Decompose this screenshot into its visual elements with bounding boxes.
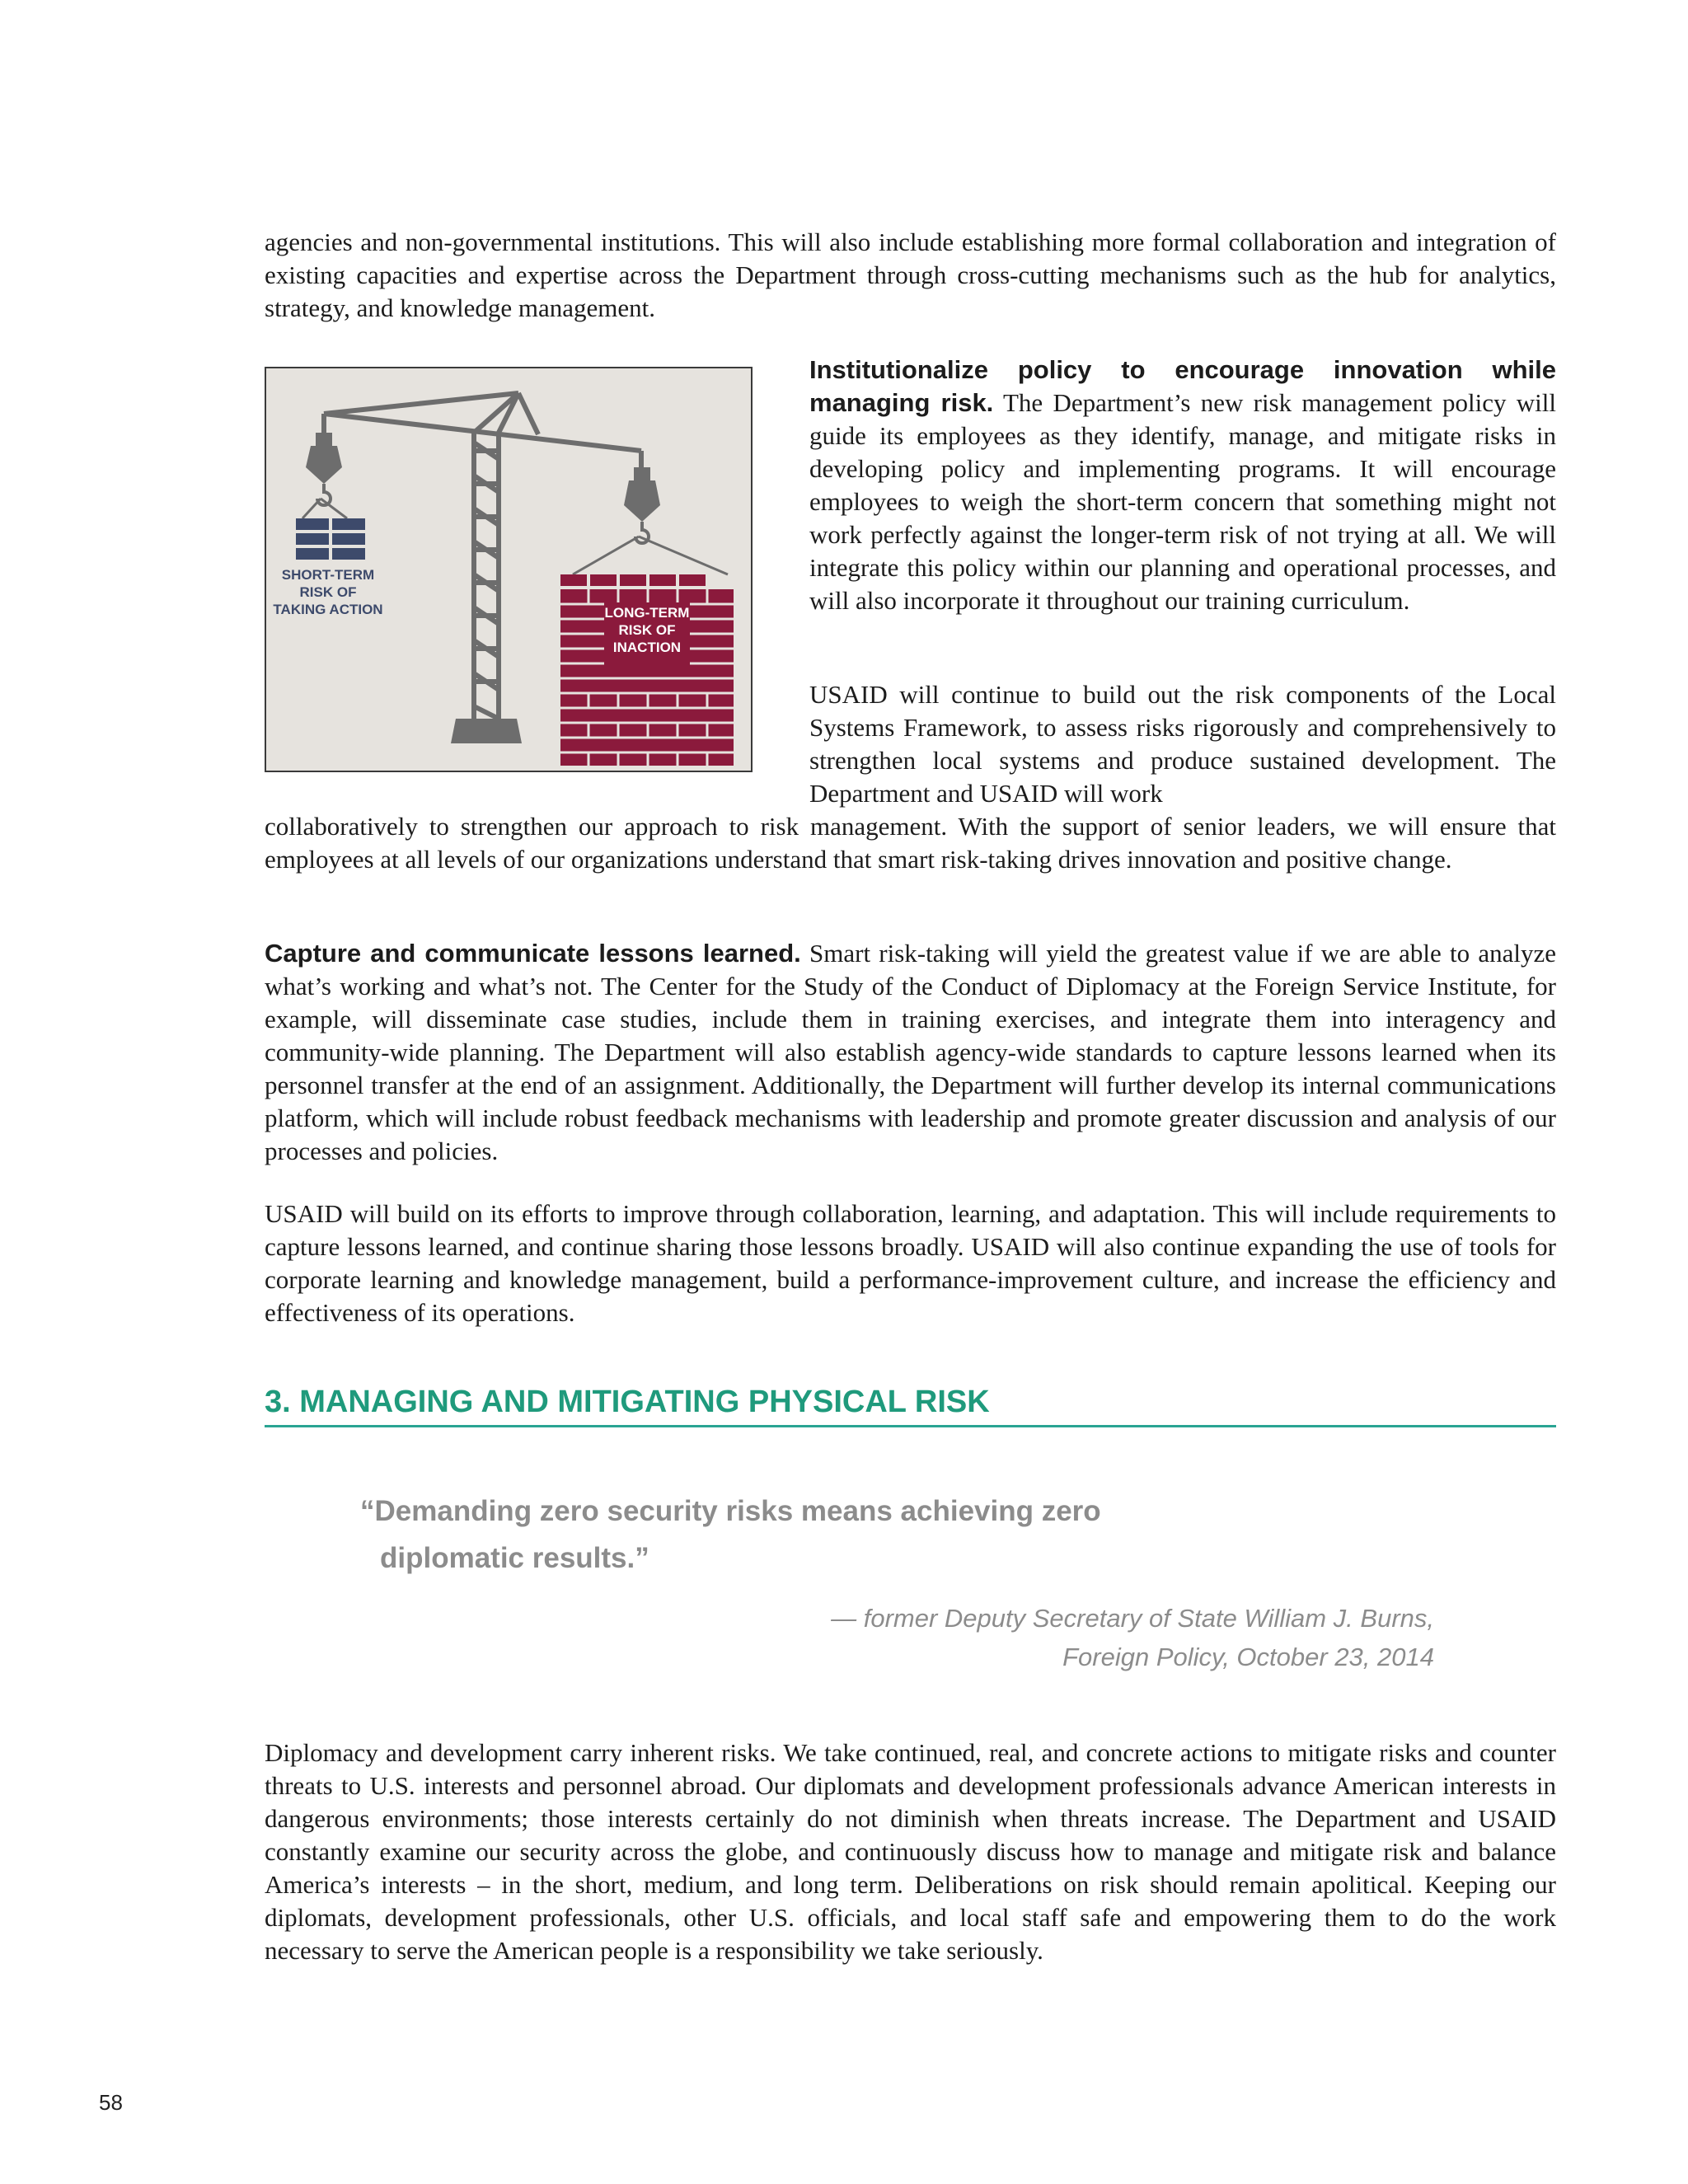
pull-quote: [360, 1488, 1267, 1582]
label-left-line-2: RISK OF: [299, 584, 357, 600]
crane-base: [451, 719, 522, 743]
label-left-line-1: SHORT-TERM: [281, 567, 375, 583]
attribution-line-1: — former Deputy Secretary of State William J. Burns,: [831, 1604, 1434, 1633]
quote-line-1: “Demanding zero security risks means achieving zero: [360, 1495, 1101, 1527]
capture-lead: Capture and communicate lessons learned.: [265, 939, 801, 968]
long-term-risk-label: [603, 604, 692, 656]
quote-line-2: diplomatic results.”: [380, 1542, 649, 1574]
right-hook-icon: [573, 467, 728, 574]
diplomacy-paragraph: Diplomacy and development carry inherent risks. We take continued, real, and concrete actions to mitigate risks and counter threats to U.S. interests and personnel abroad. Our diplomats and development professionals advance American interests in dangerous environments; those interests certainly do not diminish when threats increase. The Department and USAID constantly examine our security across the globe, and continuously discuss how to manage and mitigate risk and balance America’s interests – in the short, medium, and long term. Deliberations on risk should remain apolitical. Keeping our diplomats, development professionals, other U.S. officials, and local staff safe and empowering them to do the work necessary to serve the American people is a responsibility we take seriously.: [265, 1738, 1556, 1965]
label-left-line-3: TAKING ACTION: [273, 602, 383, 617]
risk-crane-illustration: [265, 367, 753, 772]
capture-paragraph: [265, 937, 1556, 1168]
page-number: 58: [99, 2090, 123, 2115]
institutionalize-body: The Department’s new risk management policy will guide its employees as they identify, manage, and mitigate risks in developing policy and implementing programs. It will encourage employees to weigh the short-term concern that something might not work perfectly against the longer-term risk of not trying at all. We will integrate this policy within our planning and operational processes, and will also incorporate it throughout our training curriculum.: [809, 388, 1556, 615]
left-hook-icon: [302, 433, 347, 518]
label-right-line-2: RISK OF: [618, 622, 676, 638]
usaid-risk-paragraph-full: collaboratively to strengthen our approach to risk management. With the support of senior leaders, we will ensure that employees at all levels of our organizations understand that smart risk-taking drives innovation and positive change.: [265, 812, 1556, 874]
institutionalize-lead: Institutionalize policy to encourage innovation while managing risk.: [809, 355, 1556, 417]
quote-attribution: [577, 1599, 1434, 1676]
label-right-line-1: LONG-TERM: [604, 605, 690, 621]
section-heading: 3. MANAGING AND MITIGATING PHYSICAL RISK: [265, 1385, 1556, 1427]
institutionalize-paragraph: [809, 354, 1556, 617]
usaid-risk-paragraph-wrap: USAID will continue to build out the risk components of the Local Systems Framework, to assess risks rigorously and comprehensively to strengthen local systems and produce sustained development. The Department and USAID will work: [809, 680, 1556, 808]
intro-paragraph: agencies and non-governmental institutions. This will also include establishing more formal collaboration and integration of existing capacities and expertise across the Department through cross-cutting mechanisms such as the hub for analytics, strategy, and knowledge management.: [265, 227, 1556, 322]
short-term-risk-label: [271, 566, 385, 618]
left-blocks-icon: [296, 518, 365, 560]
capture-body: Smart risk-taking will yield the greatest value if we are able to analyze what’s working and what’s not. The Center for the Study of the Conduct of Diplomacy at the Foreign Service Institute, for example, will disseminate case studies, include them in training exercises, and integrate them into interagency and community-wide planning. The Department will also establish agency-wide standards to capture lessons learned when its personnel transfer at the end of an assignment. Additionally, the Department will further develop its internal communications platform, which will include robust feedback mechanisms with leadership and promote greater discussion and analysis of our processes and policies.: [265, 939, 1557, 1165]
attribution-line-2: Foreign Policy, October 23, 2014: [1062, 1643, 1434, 1671]
usaid-collab-paragraph: USAID will build on its efforts to improve through collaboration, learning, and adaptation. This will include requirements to capture lessons learned, and continue sharing those lessons broadly. USAID will also continue expanding the use of tools for corporate learning and knowledge management, build a performance-improvement culture, and increase the efficiency and effectiveness of its operations.: [265, 1199, 1556, 1327]
label-right-line-3: INACTION: [612, 640, 682, 655]
